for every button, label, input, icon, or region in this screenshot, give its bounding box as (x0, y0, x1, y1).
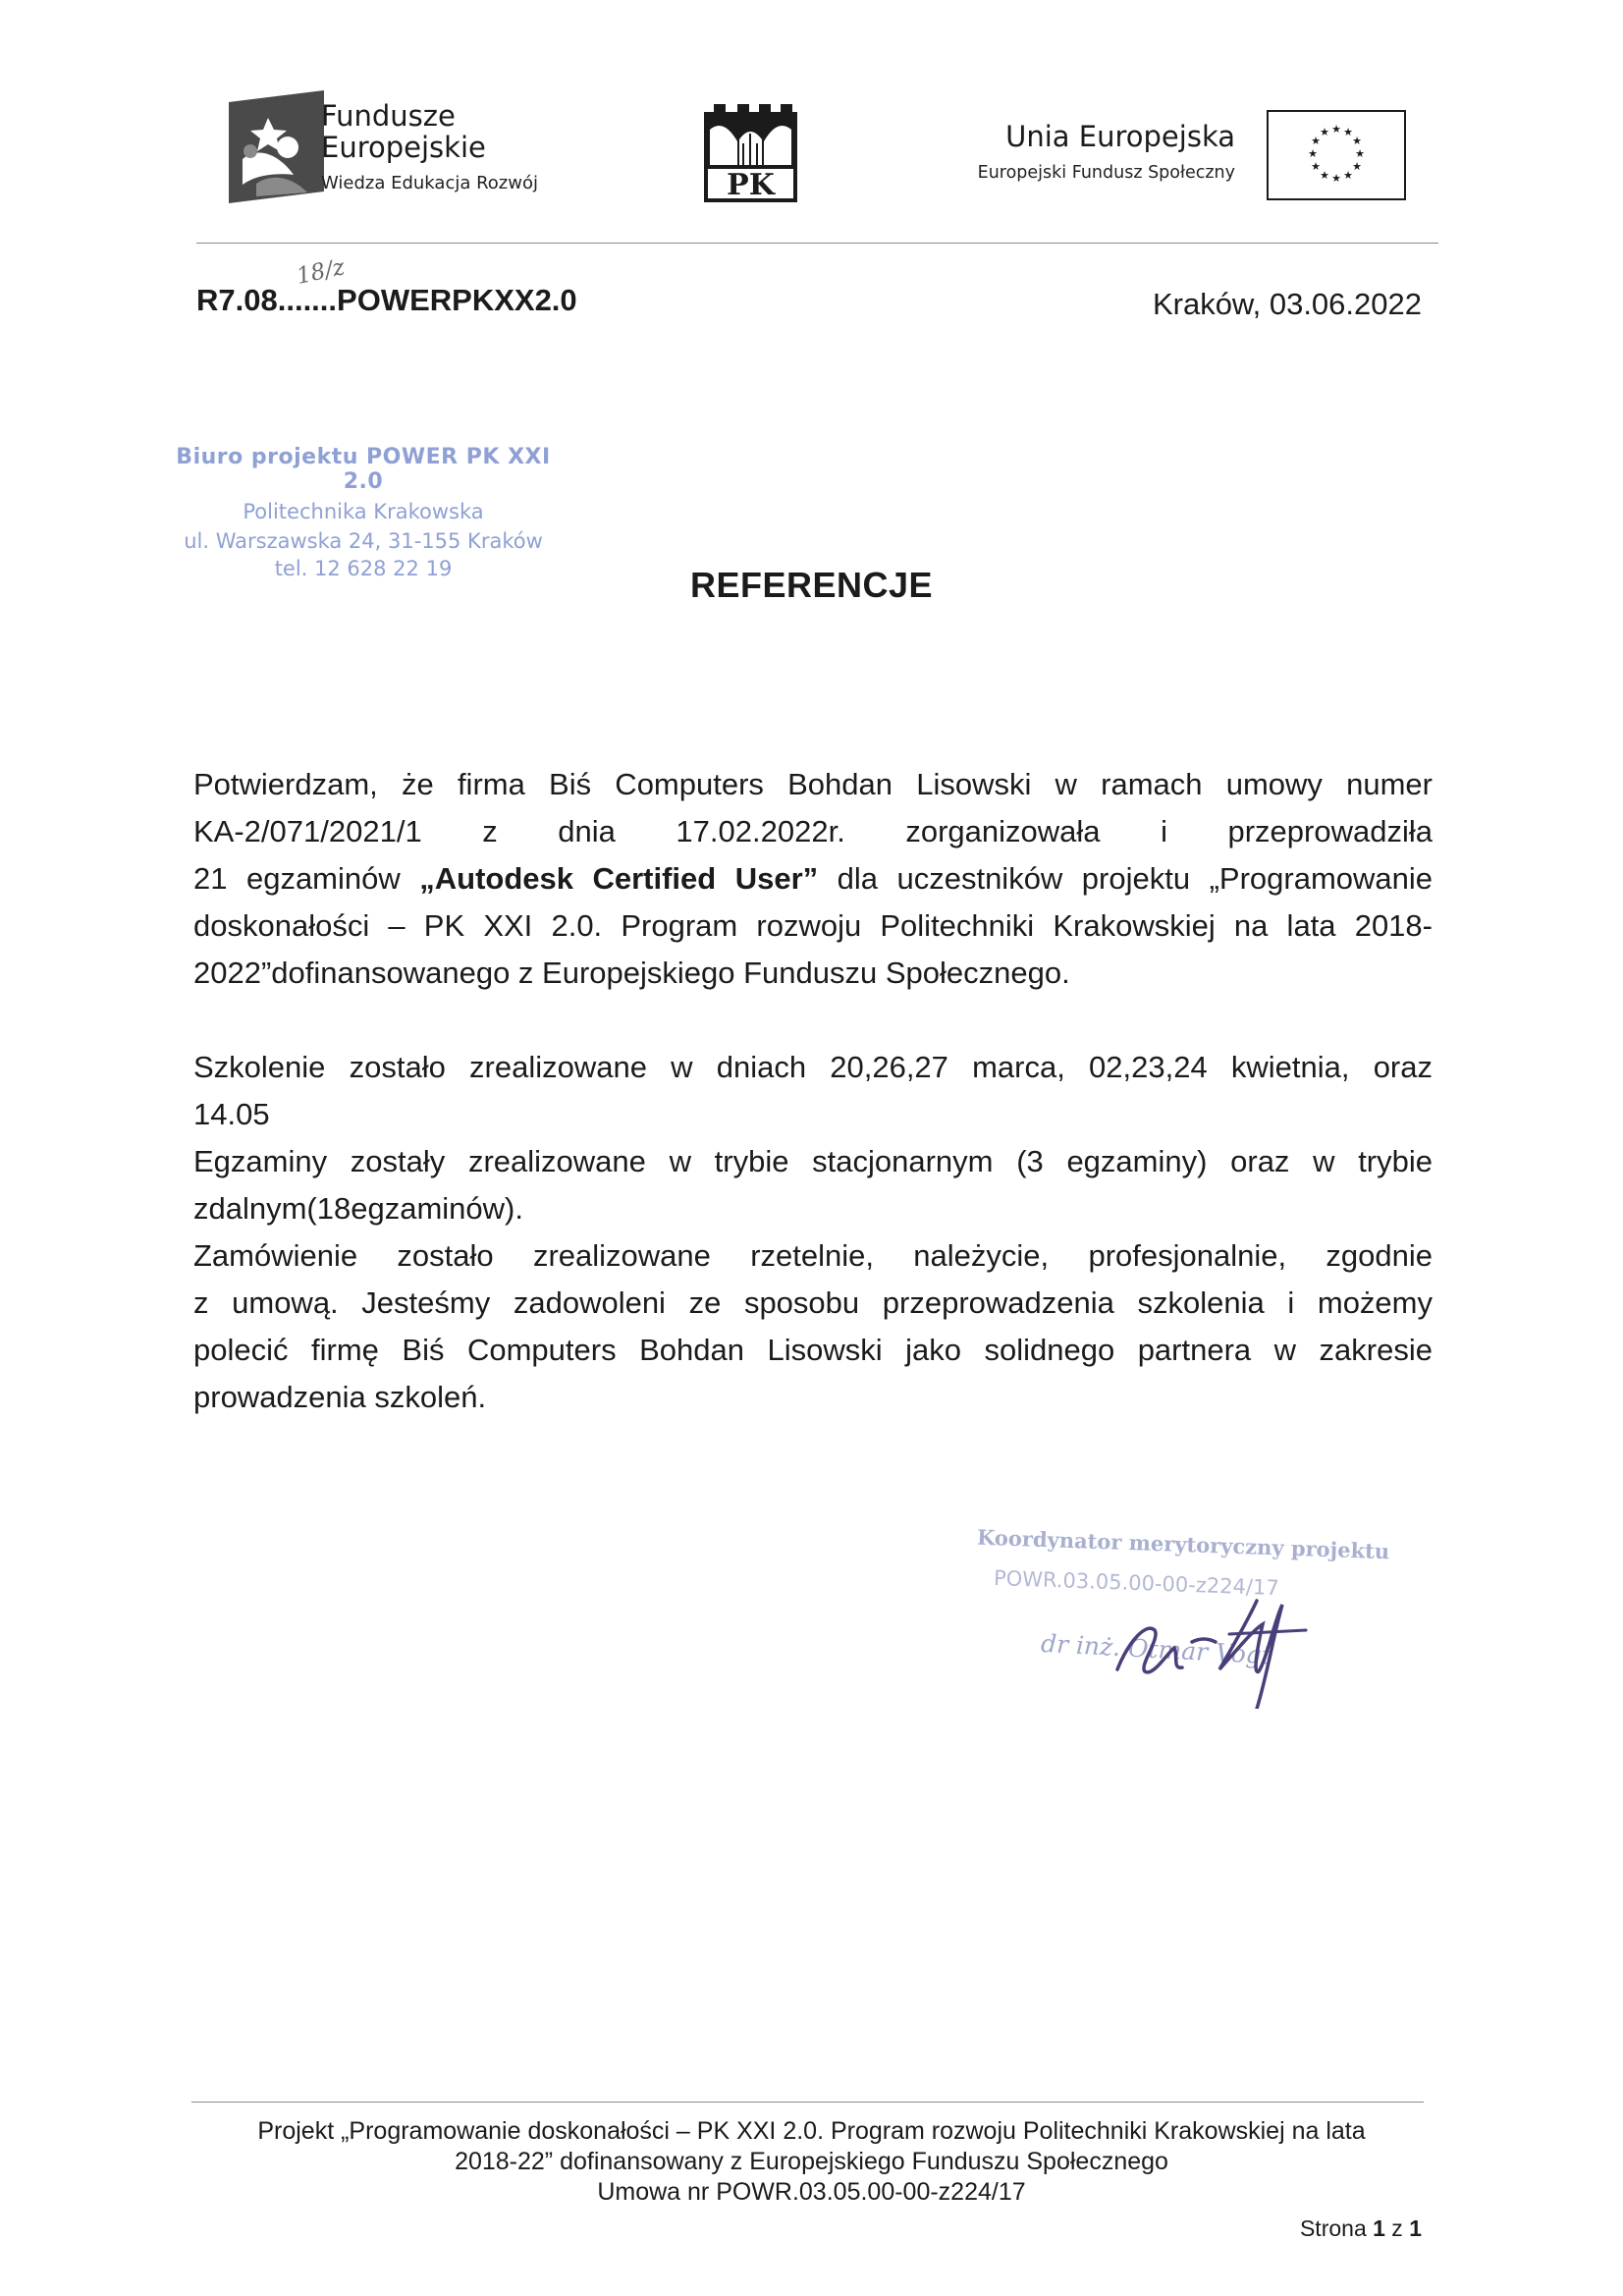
svg-text:★: ★ (1352, 135, 1362, 147)
svg-text:★: ★ (1352, 160, 1362, 173)
footer-line2: 2018-22” dofinansowany z Europejskiego Funduszu Społecznego (455, 2148, 1168, 2175)
body-line: Potwierdzam, że firma Biś Computers Bohdan Lisowski w ramach umowy numer (193, 767, 1433, 801)
page-current: 1 (1373, 2215, 1385, 2241)
page-label: Strona (1299, 2215, 1374, 2241)
svg-text:★: ★ (1311, 160, 1321, 173)
unia-europejska-text (864, 120, 1235, 183)
footer (147, 2116, 1476, 2208)
svg-text:★: ★ (1320, 126, 1329, 138)
body-line: polecić firmę Biś Computers Bohdan Lisowski jako solidnego partnera w zakresie (193, 1333, 1433, 1367)
signature-stamp-role: Koordynator merytoryczny projektu (976, 1524, 1390, 1564)
body-line: zdalnym(18egzaminów). (193, 1191, 523, 1226)
project-office-stamp (157, 445, 569, 580)
signature-stamp-contract: POWR.03.05.00-00-z224/17 (993, 1565, 1280, 1601)
place-and-date: Kraków, 03.06.2022 (1152, 287, 1422, 321)
footer-line3: Umowa nr POWR.03.05.00-00-z224/17 (597, 2178, 1026, 2206)
ue-subtitle: Europejski Fundusz Społeczny (977, 163, 1235, 183)
svg-text:★: ★ (1355, 147, 1365, 160)
page-of: z (1384, 2215, 1410, 2241)
svg-text:★: ★ (1331, 172, 1341, 185)
handwritten-signature-icon (1109, 1561, 1325, 1709)
body-line: z umową. Jesteśmy zadowoleni ze sposobu przeprowadzenia szkolenia i możemy (193, 1285, 1433, 1320)
body-line: Szkolenie zostało zrealizowane w dniach 20,26,27 marca, 02,23,24 kwietnia, oraz (193, 1050, 1433, 1084)
fundusze-europejskie-logo (229, 90, 324, 203)
document-title: REFERENCJE (689, 565, 934, 605)
eu-flag (1267, 110, 1406, 200)
footer-line1: Projekt „Programowanie doskonałości – PK XXI 2.0. Program rozwoju Politechniki Krakowskiej na lata (257, 2117, 1366, 2145)
body-text: 21 egzaminów (193, 861, 420, 896)
coordinator-signature-stamp (972, 1524, 1390, 1709)
svg-text:★: ★ (1331, 123, 1341, 136)
reference-prefix: R7.08 (196, 283, 278, 317)
body-line: KA-2/071/2021/1 z dnia 17.02.2022r. zorganizowała i przeprowadziła (193, 814, 1433, 848)
svg-text:★: ★ (1343, 169, 1353, 182)
pk-castle-icon (704, 104, 797, 202)
fundusze-europejskie-text (321, 100, 538, 193)
pk-logo-text: PK (727, 168, 775, 202)
stamp-line2: Politechnika Krakowska (243, 500, 484, 523)
svg-text:★: ★ (1320, 169, 1329, 182)
body-line: prowadzenia szkoleń. (193, 1380, 487, 1414)
body-line: 2022”dofinansowanego z Europejskiego Funduszu Społecznego. (193, 956, 1070, 990)
signature-stamp-name: dr inż. Otmar Vogt (1040, 1628, 1272, 1670)
page-total: 1 (1409, 2215, 1422, 2241)
reference-dots: ...... (277, 283, 329, 317)
paragraph-gap (193, 997, 1433, 1044)
fundusze-europejskie-emblem-icon (229, 90, 324, 203)
header-divider (196, 243, 1438, 244)
body-line: doskonałości – PK XXI 2.0. Program rozwoju Politechniki Krakowskiej na lata 2018- (193, 908, 1433, 943)
svg-text:★: ★ (1311, 135, 1321, 147)
fe-title-line1: Fundusze (321, 99, 456, 133)
svg-text:★: ★ (1308, 147, 1318, 160)
stamp-line3: ul. Warszawska 24, 31-155 Kraków (184, 529, 543, 553)
body-line: 14.05 (193, 1097, 270, 1131)
pk-logo (704, 104, 797, 202)
body-line: Zamówienie zostało zrealizowane rzetelnie, należycie, profesjonalnie, zgodnie (193, 1238, 1433, 1273)
body-line (193, 855, 1433, 902)
exam-name: „Autodesk Certified User” (419, 861, 819, 896)
svg-text:★: ★ (1343, 126, 1353, 138)
body-line: Egzaminy zostały zrealizowane w trybie stacjonarnym (3 egzaminy) oraz w trybie (193, 1144, 1433, 1178)
eu-stars-icon (1269, 112, 1404, 198)
fe-subtitle: Wiedza Edukacja Rozwój (321, 173, 538, 193)
reference-suffix: .POWERPKXX2.0 (328, 283, 577, 317)
ue-title: Unia Europejska (1005, 120, 1235, 153)
handwritten-reference-number: 18/z (294, 254, 348, 290)
letter-body (193, 761, 1433, 1421)
stamp-line1: Biuro projektu POWER PK XXI 2.0 (176, 445, 551, 494)
fe-title-line2: Europejskie (321, 131, 486, 164)
stamp-line4: tel. 12 628 22 19 (274, 557, 453, 580)
page-number (1257, 2215, 1422, 2242)
footer-divider (191, 2102, 1424, 2103)
body-text: dla uczestników projektu „Programowanie (818, 861, 1434, 896)
reference-number (196, 254, 577, 318)
